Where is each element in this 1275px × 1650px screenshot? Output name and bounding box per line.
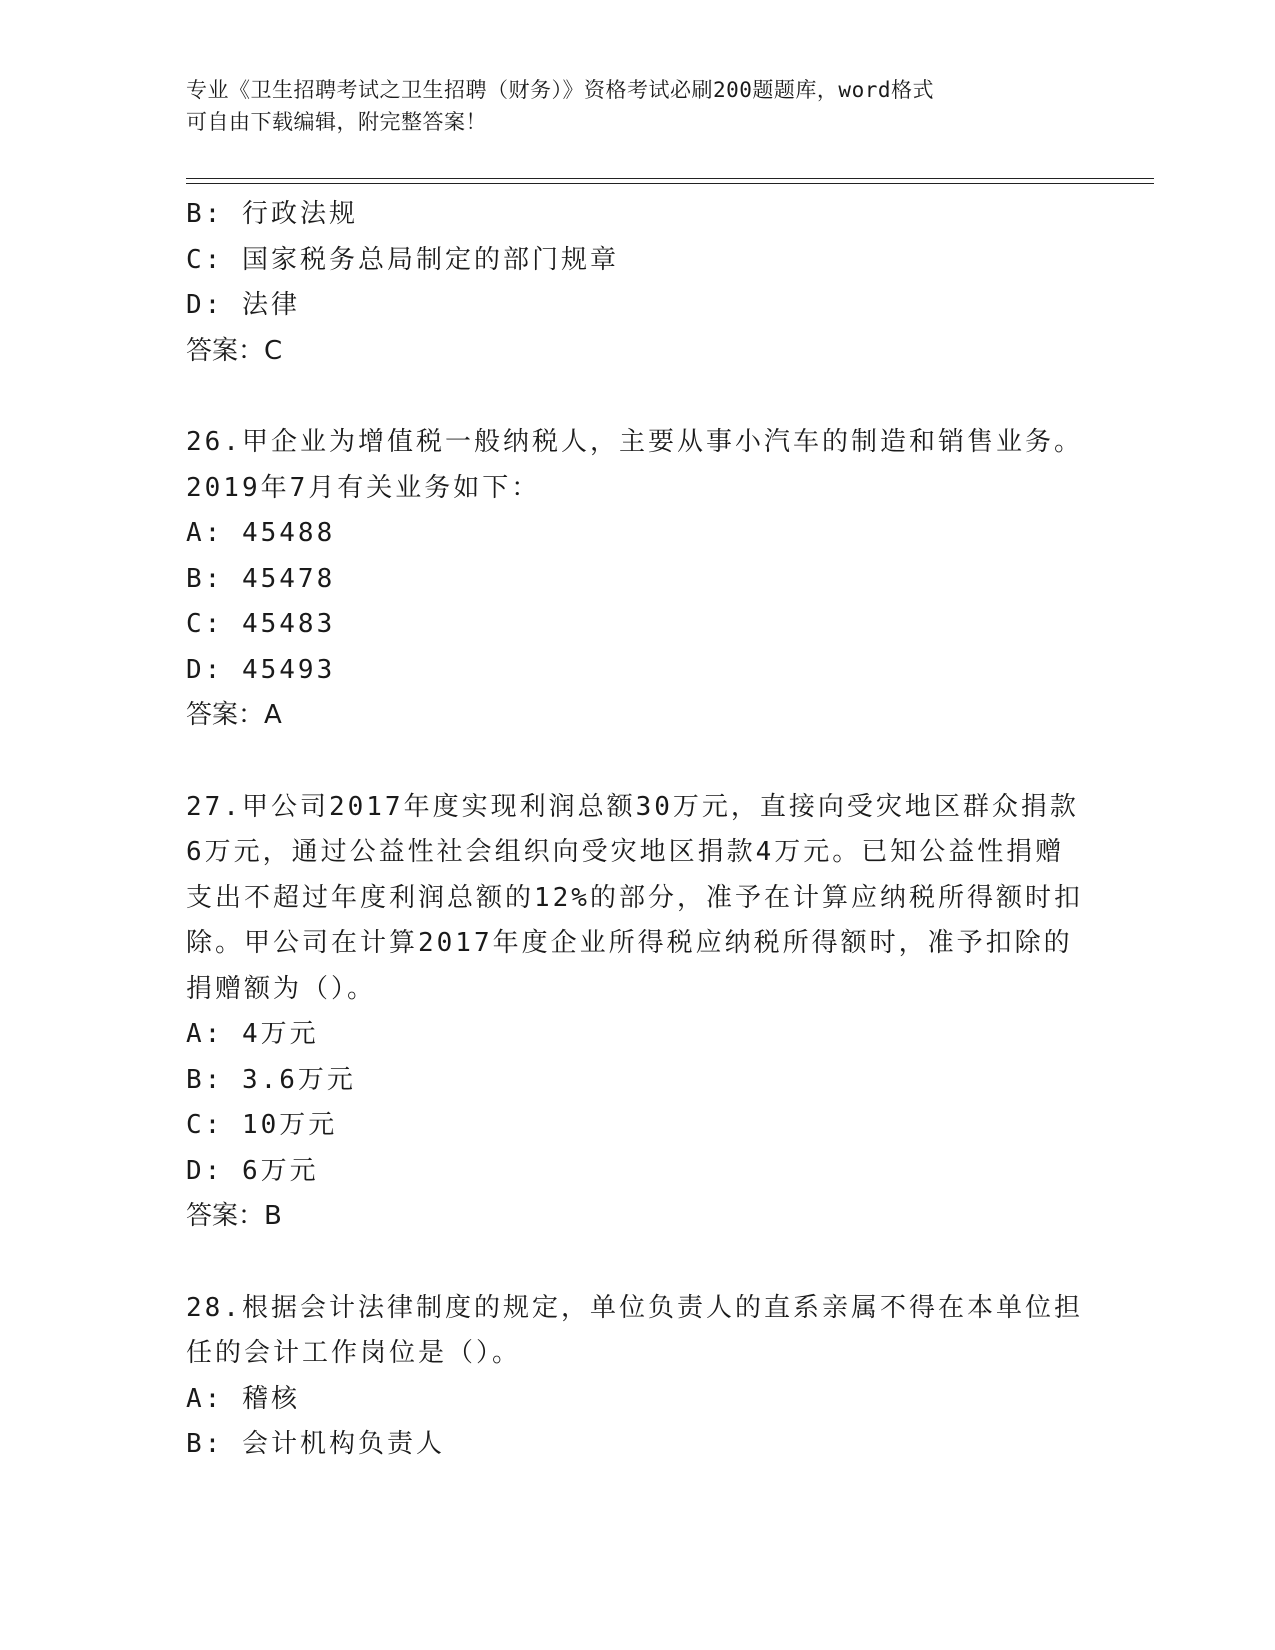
option-b: B: 3.6万元	[186, 1064, 356, 1095]
answer: 答案：C	[186, 335, 283, 366]
option-c: C: 45483	[186, 609, 336, 639]
option-a: A: 45488	[186, 518, 336, 548]
question-stem: 除。甲公司在计算2017年度企业所得税应纳税所得额时，准予扣除的	[186, 928, 1073, 958]
option-c: C: 10万元	[186, 1110, 338, 1140]
answer: 答案：B	[186, 1201, 282, 1231]
option-d: D: 6万元	[186, 1155, 319, 1186]
option-c: C: 国家税务总局制定的部门规章	[186, 244, 619, 275]
question-stem: 28.根据会计法律制度的规定，单位负责人的直系亲属不得在本单位担	[186, 1292, 1083, 1323]
question-stem: 任的会计工作岗位是（）。	[186, 1338, 522, 1368]
option-d: D: 法律	[186, 290, 300, 320]
question-list	[186, 192, 1086, 1468]
question-stem: 26.甲企业为增值税一般纳税人，主要从事小汽车的制造和销售业务。	[186, 427, 1083, 457]
option-b: B: 45478	[186, 563, 336, 594]
option-b: B: 行政法规	[186, 199, 358, 229]
document-header	[186, 74, 1066, 138]
question-26	[186, 420, 1086, 739]
question-stem: 2019年7月有关业务如下：	[186, 472, 541, 503]
option-a: A: 4万元	[186, 1019, 319, 1049]
header-line-1: 专业《卫生招聘考试之卫生招聘（财务）》资格考试必刷200题题库，word格式	[186, 78, 934, 102]
question-stem: 27.甲公司2017年度实现利润总额30万元，直接向受灾地区群众捐款	[186, 791, 1079, 822]
question-27	[186, 785, 1086, 1240]
question-25	[186, 192, 1086, 374]
question-stem: 6万元，通过公益性社会组织向受灾地区捐款4万元。已知公益性捐赠	[186, 837, 1065, 867]
question-stem: 捐赠额为（）。	[186, 973, 377, 1004]
question-28	[186, 1286, 1086, 1468]
option-b: B: 会计机构负责人	[186, 1429, 445, 1459]
header-divider-top	[186, 178, 1154, 179]
header-line-2: 可自由下载编辑，附完整答案！	[186, 110, 487, 134]
option-d: D: 45493	[186, 654, 336, 685]
question-stem: 支出不超过年度利润总额的12%的部分，准予在计算应纳税所得额时扣	[186, 882, 1083, 913]
option-a: A: 稽核	[186, 1383, 300, 1414]
answer: 答案：A	[186, 700, 282, 730]
header-divider-bottom	[186, 183, 1154, 184]
